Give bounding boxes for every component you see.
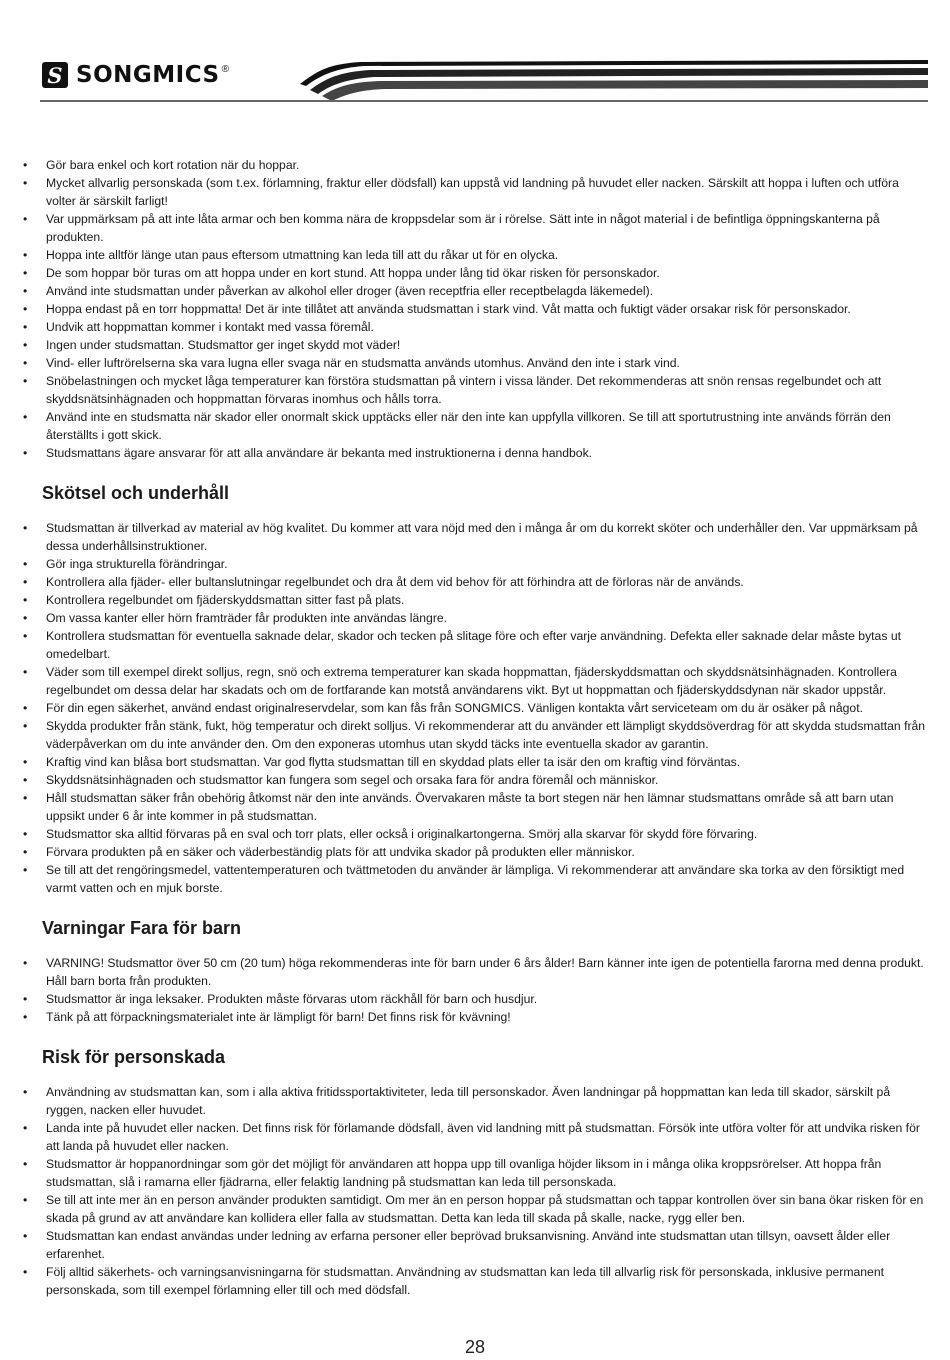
list-item: • De som hoppar bör turas om att hoppa under en kort stund. Att hoppa under lång tid ökar risken för personskador. [20, 264, 928, 282]
list-item: • Se till att inte mer än en person använder produkten samtidigt. Om mer än en person hoppar på studsmattan och tappar kontrollen över sin bana ökar risken för en skada på grund av att användare kan kollidera eller falla av studsmattan. Detta kan leda till skada på skalle, nacke, rygg eller ben. [20, 1191, 928, 1227]
list-item: • Tänk på att förpackningsmaterialet inte är lämpligt för barn! Det finns risk för kvävning! [20, 1008, 928, 1026]
list-item: • Studsmattans ägare ansvarar för att alla användare är bekanta med instruktionerna i denna handbok. [20, 444, 928, 462]
list-item: • Gör bara enkel och kort rotation när du hoppar. [20, 156, 928, 174]
list-item: • Studsmattor ska alltid förvaras på en sval och torr plats, eller också i originalkartongerna. Smörj alla skarvar för skydd före förvaring. [20, 825, 928, 843]
list-item: • Om vassa kanter eller hörn framträder får produkten inte användas längre. [20, 609, 928, 627]
list-item: • Användning av studsmattan kan, som i alla aktiva fritidssportaktiviteter, leda till personskador. Även landningar på hoppmattan kan leda till skador, särskilt på ryggen, nacken eller huvudet. [20, 1083, 928, 1119]
list-item: • Kraftig vind kan blåsa bort studsmattan. Var god flytta studsmattan till en skyddad plats eller ta isär den om kraftig vind förväntas. [20, 753, 928, 771]
section-title-risk: Risk för personskada [42, 1047, 226, 1067]
list-item: • Studsmattan är tillverkad av material av hög kvalitet. Du kommer att vara nöjd med den i många år om du korrekt sköter och underhåller den. Var uppmärksam på dessa underhållsinstruktioner. [20, 519, 928, 555]
list-item: • Förvara produkten på en säker och väderbeständig plats för att undvika skador på produkten eller människor. [20, 843, 928, 861]
logo-s-icon: S [42, 62, 68, 88]
songmics-logo [42, 60, 229, 90]
intro-safety-list [20, 156, 928, 462]
section-title-kids: Varningar Fara för barn [42, 918, 242, 938]
list-item: • Kontrollera alla fjäder- eller bultanslutningar regelbundet och dra åt dem vid behov för att förhindra att de förloras när de används. [20, 573, 928, 591]
list-item: • För din egen säkerhet, använd endast originalreservdelar, som kan fås från SONGMICS. Vänligen kontakta vårt serviceteam om du är osäker på något. [20, 699, 928, 717]
list-item: • Skyddsnätsinhägnaden och studsmattor kan fungera som segel och orsaka fara för andra föremål och människor. [20, 771, 928, 789]
list-item: • Håll studsmattan säker från obehörig åtkomst när den inte används. Övervakaren måste ta bort stegen när hen lämnar studsmattans område så att barn utan uppsikt under 6 år inte kommer in på studsmattan. [20, 789, 928, 825]
list-item: • Gör inga strukturella förändringar. [20, 555, 928, 573]
page-number: 28 [464, 1337, 486, 1357]
list-item: • VARNING! Studsmattor över 50 cm (20 tum) höga rekommenderas inte för barn under 6 års ålder! Barn känner inte igen de potentiella farorna med denna produkt. Håll barn borta från produkten. [20, 954, 928, 990]
list-item: • Studsmattor är inga leksaker. Produkten måste förvaras utom räckhåll för barn och husdjur. [20, 990, 928, 1008]
header-swoosh-graphic [0, 0, 950, 110]
list-item: • Se till att det rengöringsmedel, vattentemperaturen och tvättmetoden du använder är lämpliga. Vi rekommenderar att användare ska torka av den försiktigt med varmt vatten och en mjuk borste. [20, 861, 928, 897]
page-content [20, 156, 928, 1299]
list-item: • Hoppa endast på en torr hoppmatta! Det är inte tillåtet att använda studsmattan i stark vind. Våt matta och fuktigt väder orsakar risk för personskador. [20, 300, 928, 318]
list-item: • Följ alltid säkerhets- och varningsanvisningarna för studsmattan. Användning av studsmattan kan leda till allvarlig risk för personskada, inklusive permanent personskada, som till exempel förlamning eller till och med dödsfall. [20, 1263, 928, 1299]
list-item: • Kontrollera regelbundet om fjäderskyddsmattan sitter fast på plats. [20, 591, 928, 609]
list-item: • Undvik att hoppmattan kommer i kontakt med vassa föremål. [20, 318, 928, 336]
list-item: • Mycket allvarlig personskada (som t.ex. förlamning, fraktur eller dödsfall) kan uppstå vid landning på huvudet eller nacken. Särskilt att hoppa i luften och utföra volter är särskilt farligt! [20, 174, 928, 210]
brand-name: SONGMICS [76, 62, 220, 88]
list-item: • Studsmattan kan endast användas under ledning av erfarna personer eller beprövad bruksanvisning. Använd inte studsmattan utan tillsyn, oavsett ålder eller erfarenhet. [20, 1227, 928, 1263]
section-title-care: Skötsel och underhåll [42, 483, 230, 503]
list-item: • Studsmattor är hoppanordningar som gör det möjligt för användaren att hoppa upp till ovanliga höjder liksom in i många olika kroppsrörelser. Att hoppa från studsmattan, slå i ramarna eller fjädrarna, eller felaktig landning på studsmattan kan leda till personskada. [20, 1155, 928, 1191]
list-item: • Väder som till exempel direkt solljus, regn, snö och extrema temperaturer kan skada hoppmattan, fjäderskyddsmattan och skyddsnätsinhägnaden. Kontrollera regelbundet om dessa delar har skadats och om de fortfarande kan motstå användarens vikt. Byt ut hoppmattan och fjäderskyddsdynan när skador uppstår. [20, 663, 928, 699]
list-item: • Hoppa inte alltför länge utan paus eftersom utmattning kan leda till att du råkar ut för en olycka. [20, 246, 928, 264]
list-item: • Använd inte en studsmatta när skador eller onormalt skick upptäcks eller när den inte kan uppfylla villkoren. Se till att sportutrustning inte används förrän den återställts i gott skick. [20, 408, 928, 444]
list-item: • Var uppmärksam på att inte låta armar och ben komma nära de kroppsdelar som är i rörelse. Sätt inte in något material i de befintliga öppningskanterna på produkten. [20, 210, 928, 246]
list-item: • Använd inte studsmattan under påverkan av alkohol eller droger (även receptfria eller receptbelagda läkemedel). [20, 282, 928, 300]
registered-mark: ® [221, 64, 229, 75]
list-item: • Snöbelastningen och mycket låga temperaturer kan förstöra studsmattan på vintern i vissa länder. Det rekommenderas att snön rensas regelbundet och att skyddsnätsinhägnaden och hoppmattan förvaras inomhus och hålls torra. [20, 372, 928, 408]
list-item: • Skydda produkter från stänk, fukt, hög temperatur och direkt solljus. Vi rekommenderar att du använder ett lämpligt skyddsöverdrag för att skydda studsmattan från väderpåverkan om du inte använder den. Om den exponeras utomhus utan skydd täcks inte eventuella skador av garantin. [20, 717, 928, 753]
injury-risk-list [20, 1083, 928, 1299]
list-item: • Vind- eller luftrörelserna ska vara lugna eller svaga när en studsmatta används utomhus. Använd den inte i stark vind. [20, 354, 928, 372]
kids-warning-list [20, 954, 928, 1026]
list-item: • Ingen under studsmattan. Studsmattor ger inget skydd mot väder! [20, 336, 928, 354]
list-item: • Landa inte på huvudet eller nacken. Det finns risk för förlamande dödsfall, även vid landning mitt på studsmattan. Försök inte utföra volter för att undvika risken för att landa på huvudet eller nacken. [20, 1119, 928, 1155]
list-item: • Kontrollera studsmattan för eventuella saknade delar, skador och tecken på slitage före och efter varje användning. Defekta eller saknade delar måste bytas ut omedelbart. [20, 627, 928, 663]
care-list [20, 519, 928, 897]
page-header [0, 0, 950, 110]
